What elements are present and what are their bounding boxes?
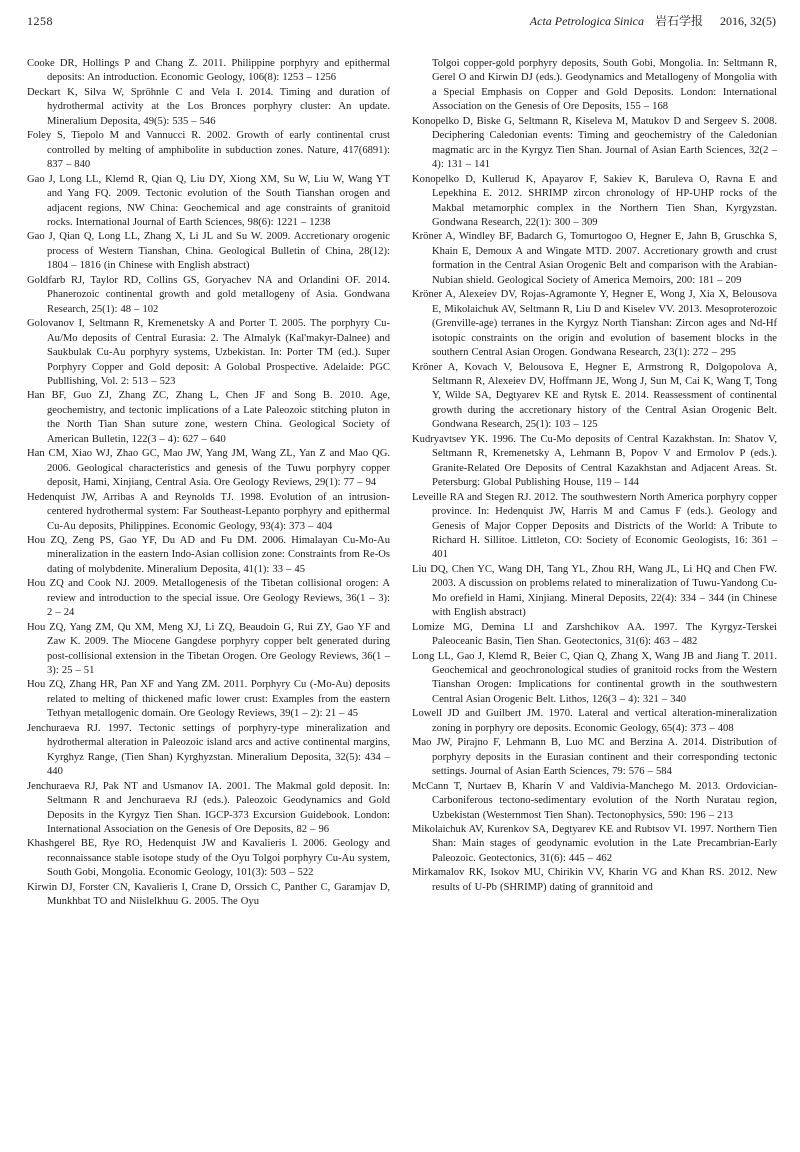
- page-header: [27, 12, 776, 29]
- reference-entry: Khashgerel BE, Rye RO, Hedenquist JW and Kavalieris I. 2006. Geology and reconnaissance stable isotope study of the Oyu Tolgoi porphyry Cu-Au system, South Gobi, Mongolia. Economic Geology, 101(3): 503 – 522: [27, 838, 390, 879]
- references-left-column: [27, 57, 390, 910]
- reference-entry: Golovanov I, Seltmann R, Kremenetsky A and Porter T. 2005. The porphyry Cu-Au/Mo deposits of Central Eurasia: 2. The Almalyk (Kal'makyr-Dalnee) and Saukbulak Cu-Au porphyry systems, Uzbekistan. In: Porter TM (ed.). Super Porphyry Copper and Gold deposit: A Golobal Prospective. Adelaide: PGC Publlishing, Vol. 2: 513 – 523: [27, 318, 390, 387]
- reference-entry: Mikolaichuk AV, Kurenkov SA, Degtyarev KE and Rubtsov VI. 1997. Northern Tien Shan: Main stages of geodynamic evolution in the Late Precambrian-Early Paleozoic. Geotectonics, 31(6): 445 – 462: [412, 824, 777, 864]
- reference-entry: Gao J, Long LL, Klemd R, Qian Q, Liu DY, Xiong XM, Su W, Liu W, Wang YT and Yang FQ. 2009. Tectonic evolution of the South Tianshan orogen and adjacent regions, NW China: Geochemical and age constraints of granitoid rocks. International Journal of Earth Sciences, 98(6): 1221 – 1238: [27, 173, 390, 228]
- running-head: [530, 12, 776, 29]
- reference-entry: Hedenquist JW, Arribas A and Reynolds TJ. 1998. Evolution of an intrusion-centered hydrothermal system: Far Southeast-Lepanto porphyry and epithermal Cu-Au deposits, Philippines. Economic Geology, 93(4): 373 – 404: [27, 491, 390, 532]
- reference-entry: Jenchuraeva RJ, Pak NT and Usmanov IA. 2001. The Makmal gold deposit. In: Seltmann R and Jenchuraeva RJ (eds.). Paleozoic Geodynamics and Gold Deposits in the Kyrgyz Tien Shan. IGCP-373 Excursion Guidebook. London: International Association on the Genesis of Ore Deposits, 82 – 96: [27, 780, 390, 836]
- reference-entry: Leveille RA and Stegen RJ. 2012. The southwestern North America porphyry copper province. In: Hedenquist JW, Harris M and Camus F (eds.). Geology and Genesis of Major Copper Deposits and Districts of the World: A Tribute to Richard H. Sillitoe. Littleton, CO: Society of Economic Geologists, 16: 361 – 401: [412, 491, 777, 561]
- reference-entry: Mao JW, Pirajno F, Lehmann B, Luo MC and Berzina A. 2014. Distribution of porphyry deposits in the Eurasian continent and their corresponding tectonic settings. Journal of Asian Earth Sciences, 79: 576 – 584: [412, 737, 777, 778]
- reference-entry: Long LL, Gao J, Klemd R, Beier C, Qian Q, Zhang X, Wang JB and Jiang T. 2011. Geochemical and geochronological studies of granitoid rocks from the Western Tianshan Orogen: Implications for continental growth in the southwestern Central Asian Orogenic Belt. Lithos, 126(3 – 4): 321 – 340: [412, 650, 777, 705]
- reference-entry: Goldfarb RJ, Taylor RD, Collins GS, Goryachev NA and Orlandini OF. 2014. Phanerozoic continental growth and gold metallogeny of Asia. Gondwana Research, 25(1): 48 – 102: [27, 274, 390, 315]
- reference-entry: McCann T, Nurtaev B, Kharin V and Valdivia-Manchego M. 2013. Ordovician-Carboniferous tectono-sedimentary evolution of the North Nuratau region, Uzbekistan (Westernmost Tien Shan). Tectonophysics, 590: 196 – 213: [412, 780, 777, 821]
- journal-title: Acta Petrologica Sinica: [529, 14, 644, 28]
- reference-entry: Hou ZQ and Cook NJ. 2009. Metallogenesis of the Tibetan collisional orogen: A review and introduction to the special issue. Ore Geology Reviews, 36(1 – 3): 2 – 24: [27, 578, 390, 619]
- reference-entry: Kröner A, Alexeiev DV, Rojas-Agramonte Y, Hegner E, Wong J, Xia X, Belousova E, Mikolaichuk AV, Seltmann R, Liu D and Kiselev VV. 2013. Mesoproterozoic (Grenville-age) terranes in the Kyrgyz North Tianshan: Zircon ages and Nd-Hf isotopic constraints on the origin and evolution of basement blocks in the southern Central Asian Orogen. Gondwana Research, 23(1): 272 – 295: [412, 289, 777, 359]
- reference-entry: Cooke DR, Hollings P and Chang Z. 2011. Philippine porphyry and epithermal deposits: An introduction. Economic Geology, 106(8): 1253 – 1256: [27, 58, 390, 84]
- reference-entry: Hou ZQ, Zhang HR, Pan XF and Yang ZM. 2011. Porphyry Cu (-Mo-Au) deposits related to melting of thickened mafic lower crust: Examples from the eastern Tethyan metallogenic domain. Ore Geology Reviews, 39(1 – 2): 21 – 45: [27, 679, 390, 720]
- page-number: 1258: [27, 14, 53, 28]
- reference-entry: Kirwin DJ, Forster CN, Kavalieris I, Crane D, Orssich C, Panther C, Garamjav D, Munkhbat TO and Niislelkhuu G. 2005. The Oyu: [27, 881, 390, 908]
- references-right-column: [412, 57, 777, 895]
- reference-entry: Konopelko D, Biske G, Seltmann R, Kiseleva M, Matukov D and Sergeev S. 2008. Deciphering Caledonian events: Timing and geochemistry of the Caledonian magmatic arc in the Kyrgyz Tien Shan. Journal of Asian Earth Sciences, 32(2 – 4): 131 – 141: [412, 115, 777, 171]
- reference-entry: Gao J, Qian Q, Long LL, Zhang X, Li JL and Su W. 2009. Accretionary orogenic process of Western Tianshan, China. Geological Bulletin of China, 28(12): 1804 – 1816 (in Chinese with English abstract): [27, 231, 390, 272]
- reference-entry: Lowell JD and Guilbert JM. 1970. Lateral and vertical alteration-mineralization zoning in porphyry ore deposits. Economic Geology, 65(4): 373 – 408: [412, 708, 777, 734]
- reference-entry: Mirkamalov RK, Isokov MU, Chirikin VV, Kharin VG and Khan RS. 2012. New results of U-Pb (SHRIMP) dating of grannitoid and: [412, 867, 777, 893]
- reference-entry: Kröner A, Kovach V, Belousova E, Hegner E, Armstrong R, Dolgopolova A, Seltmann R, Alexeiev DV, Hoffmann JE, Wong J, Sun M, Cai K, Wang T, Tong Y, Wilde SA, Degtyarev KE and Rytsk E. 2014. Reassessment of continental growth during the accretionary history of the Central Asian Orogenic Belt. Gondwana Research, 25(1): 103 – 125: [412, 361, 777, 431]
- reference-entry: Hou ZQ, Zeng PS, Gao YF, Du AD and Fu DM. 2006. Himalayan Cu-Mo-Au mineralization in the eastern Indo-Asian collision zone: Constraints from Re-Os dating of molybdenite. Mineralium Deposita, 41(1): 33 – 45: [27, 534, 390, 575]
- reference-entry-continuation: Tolgoi copper-gold porphyry deposits, South Gobi, Mongolia. In: Seltmann R, Gerel O and Kirwin DJ (eds.). Geodynamics and Metallogeny of Mongolia with a Special Emphasis on Copper and Gold Deposits. London: International Association on the Genesis of Ore Deposits, 155 – 168: [432, 58, 777, 113]
- reference-entry: Han CM, Xiao WJ, Zhao GC, Mao JW, Yang JM, Wang ZL, Yan Z and Mao QG. 2006. Geological characteristics and genesis of the Tuwu porphyry copper deposit, Hami, Xinjiang, Central Asia. Ore Geology Reviews, 29(1): 77 – 94: [27, 448, 390, 489]
- reference-entry: Foley S, Tiepolo M and Vannucci R. 2002. Growth of early continental crust controlled by melting of amphibolite in subduction zones. Nature, 417(6891): 837 – 840: [27, 130, 390, 171]
- reference-entry: Konopelko D, Kullerud K, Apayarov F, Sakiev K, Baruleva O, Ravna E and Lepekhina E. 2012. SHRIMP zircon chronology of HP-UHP rocks of the Makbal metamorphic complex in the Northern Tien Shan, Kyrgyzstan. Gondwana Research, 22(1): 300 – 309: [412, 173, 777, 228]
- journal-issue: 2016, 32(5): [720, 14, 776, 28]
- reference-entry: Liu DQ, Chen YC, Wang DH, Tang YL, Zhou RH, Wang JL, Li HQ and Chen FW. 2003. A discussion on problems related to mineralization of Tuwu-Yandong Cu-Mo orefield in Hami, Xinjiang. Mineral Deposits, 22(4): 334 – 344 (in Chinese with English abstract): [412, 563, 777, 619]
- reference-entry: Jenchuraeva RJ. 1997. Tectonic settings of porphyry-type mineralization and hydrothermal alteration in Paleozoic island arcs and active continental margins, Kyrghyz Range, (Tien Shan) Kyrghyzstan. Mineralium Deposita, 32(5): 434 – 440: [27, 722, 390, 778]
- reference-entry: Kröner A, Windley BF, Badarch G, Tomurtogoo O, Hegner E, Jahn B, Gruschka S, Khain E, Demoux A and Wingate MTD. 2007. Accretionary growth and crust formation in the Central Asian Orogenic Belt and comparison with the Arabian-Nubian shield. Geological Society of America Memoirs, 200: 181 – 209: [412, 231, 777, 286]
- reference-entry: Hou ZQ, Yang ZM, Qu XM, Meng XJ, Li ZQ, Beaudoin G, Rui ZY, Gao YF and Zaw K. 2009. The Miocene Gangdese porphyry copper belt generated during post-collisional extension in the Tibetan Orogen. Ore Geology Reviews, 36(1 – 3): 25 – 51: [27, 621, 390, 677]
- reference-entry: Deckart K, Silva W, Spröhnle C and Vela I. 2014. Timing and duration of hydrothermal activity at the Los Bronces porphyry cluster: An update. Mineralium Deposita, 49(5): 535 – 546: [27, 86, 390, 127]
- reference-entry: Lomize MG, Demina LI and Zarshchikov AA. 1997. The Kyrgyz-Terskei Paleoceanic Basin, Tien Shan. Geotectonics, 31(6): 463 – 482: [412, 621, 777, 648]
- reference-entry: Kudryavtsev YK. 1996. The Cu-Mo deposits of Central Kazakhstan. In: Shatov V, Seltmann R, Kremenetsky A, Lehmann B, Popov V and Ermolov P (eds.). Granite-Related Ore Deposits of Central Kazakhstan and Adjacent Areas. St. Petersburg: Global Publishing House, 119 – 144: [412, 433, 777, 489]
- reference-entry: Han BF, Guo ZJ, Zhang ZC, Zhang L, Chen JF and Song B. 2010. Age, geochemistry, and tectonic implications of a Late Paleozoic stitching pluton in the North Tian Shan suture zone, western China. Geological Society of American Bulletin, 122(3 – 4): 627 – 640: [27, 390, 390, 445]
- journal-title-cjk: 岩石学报: [654, 14, 703, 28]
